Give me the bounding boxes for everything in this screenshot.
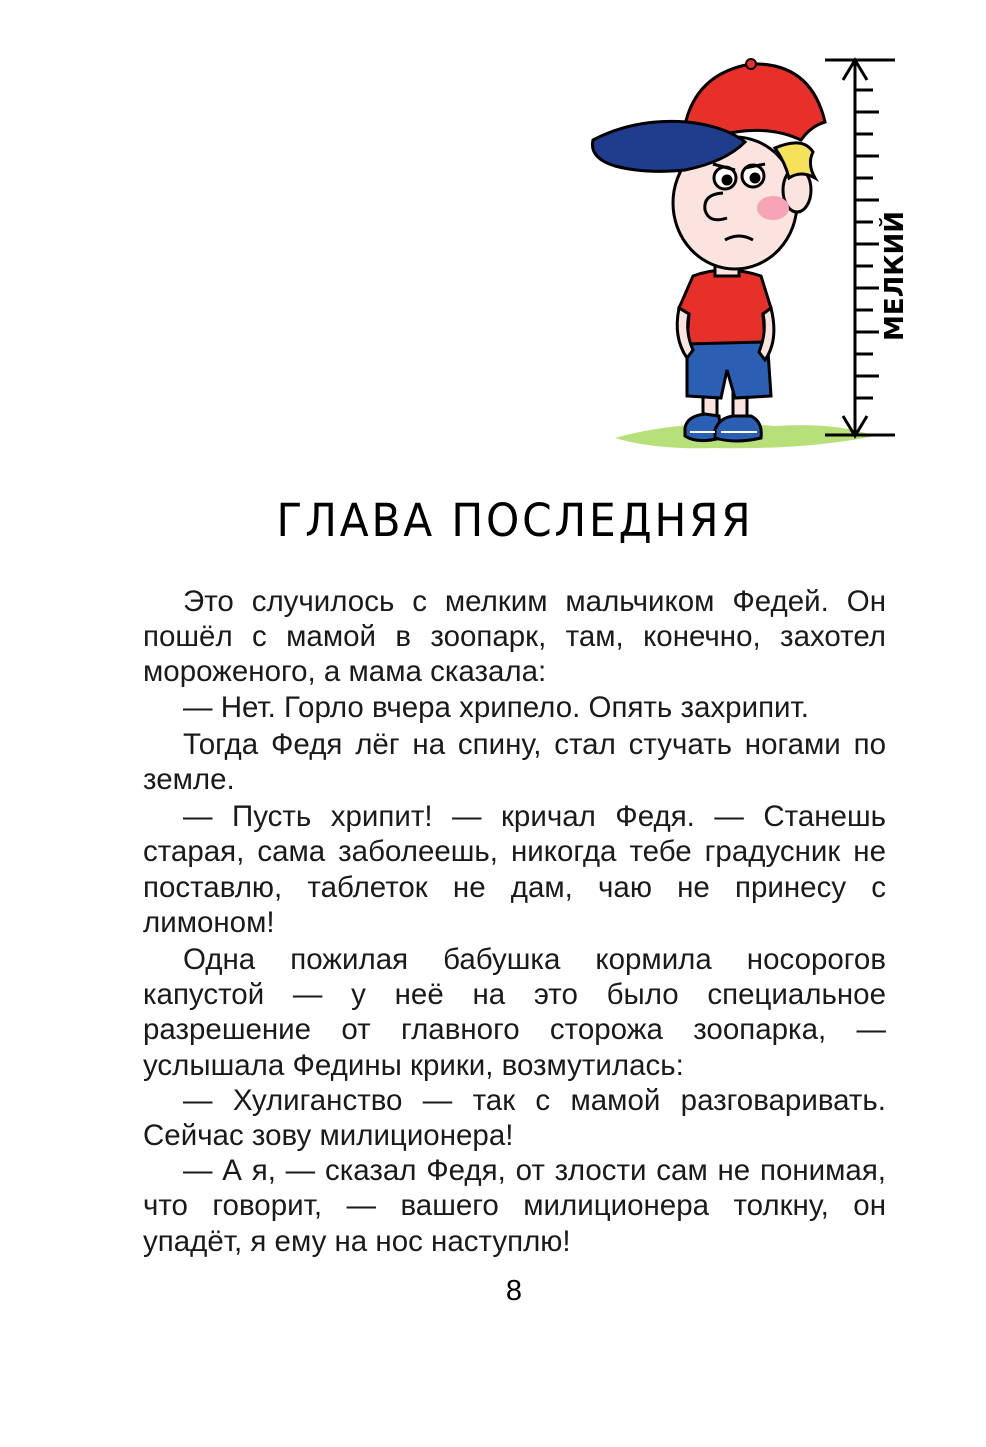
paragraph: Тогда Федя лёг на спину, стал стучать ногами по земле. [143, 727, 886, 797]
cheek [757, 196, 789, 220]
page-number: 8 [505, 1275, 523, 1307]
shoes [685, 414, 761, 441]
paragraph: — Хулиганство — так с мамой разговаривать. Сейчас зову милиционера! [143, 1083, 886, 1153]
body-text [143, 584, 886, 1259]
shorts [687, 336, 771, 398]
boy-height-illustration [575, 18, 915, 468]
paragraph: — Пусть хрипит! — кричал Федя. — Станешь старая, сама заболеешь, никогда тебе градусник не поставлю, таблеток не дам, чаю не принесу с лимоном! [143, 800, 886, 939]
boy-drawing [575, 18, 915, 468]
ruler-label: МЕЛКИЙ [880, 211, 910, 341]
paragraph: — Нет. Горло вчера хрипело. Опять захрипит. [183, 690, 809, 724]
paragraph: Одна пожилая бабушка кормила носорогов капустой — у неё на это было специальное разрешение от главного сторожа зоопарка, — услышала Федины крики, возмутилась: [143, 943, 886, 1082]
chapter-title: ГЛАВА ПОСЛЕДНЯЯ [276, 494, 754, 547]
paragraph: Это случилось с мелким мальчиком Федей. Он пошёл с мамой в зоопарк, там, конечно, захотел мороженого, а мама сказала: [143, 585, 886, 689]
shirt [679, 270, 771, 344]
cap-button [746, 59, 756, 69]
paragraph: — А я, — сказал Федя, от злости сам не понимая, что говорит, — вашего милиционера толкну, он упадёт, я ему на нос наступлю! [143, 1154, 886, 1258]
